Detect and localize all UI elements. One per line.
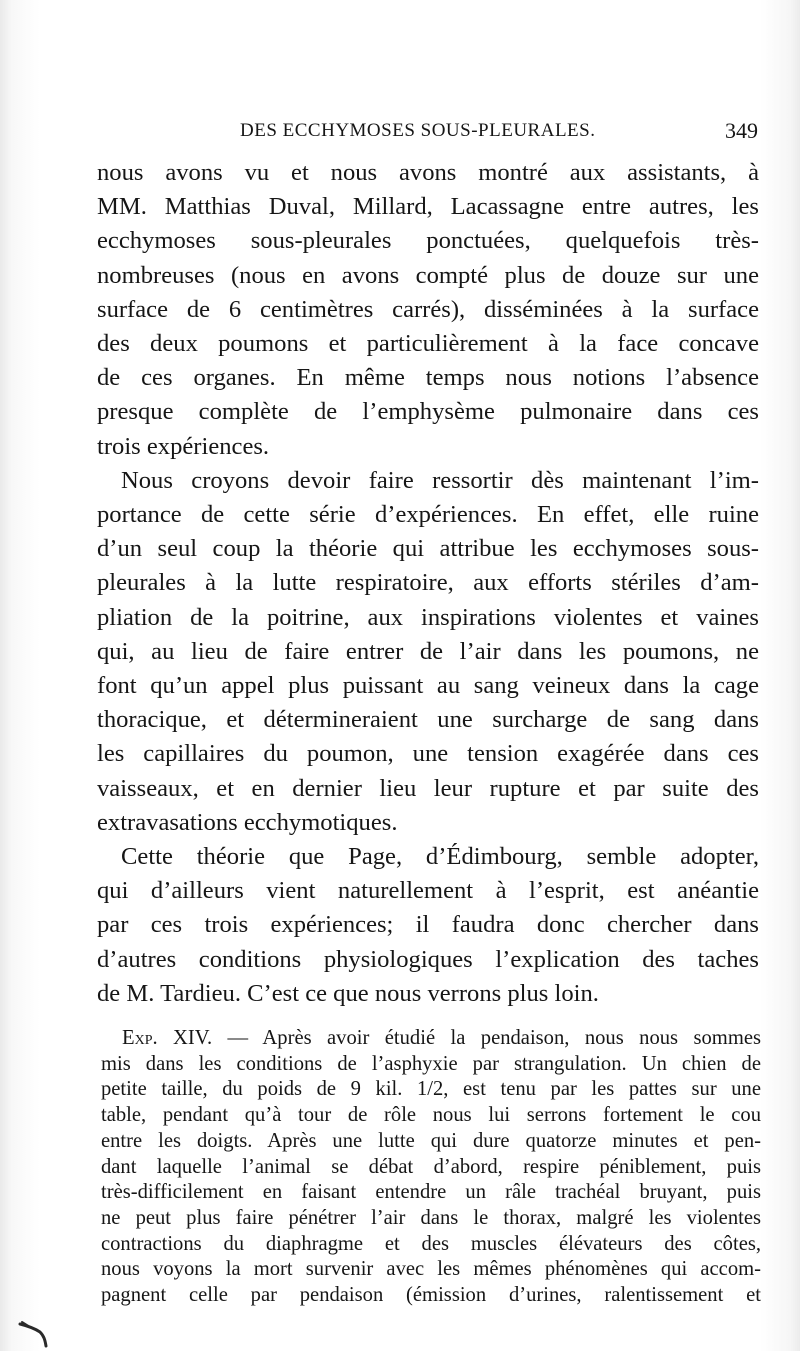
text-line: ecchymoses sous-pleurales ponctuées, quelquefois très-: [97, 227, 759, 255]
page-number: 349: [725, 118, 758, 143]
text-line: de ces organes. En même temps nous notions l’absence: [97, 364, 759, 392]
text-line: qui, au lieu de faire entrer de l’air dans les poumons, ne: [97, 637, 759, 665]
text-line: d’un seul coup la théorie qui attribue les ecchymoses sous-: [97, 535, 759, 563]
main-text: [97, 156, 759, 1011]
text-line: d’autres conditions physiologiques l’explication des taches: [97, 945, 759, 973]
text-line: Cette théorie que Page, d’Édimbourg, semble adopter,: [121, 843, 759, 871]
note-line: ne peut plus faire pénétrer l’air dans le thorax, malgré les violentes: [101, 1206, 761, 1229]
text-line: Nous croyons devoir faire ressortir dès maintenant l’im-: [121, 466, 759, 494]
text-line: surface de 6 centimètres carrés), disséminées à la surface: [97, 295, 759, 323]
text-line: des deux poumons et particulièrement à la face concave: [97, 330, 759, 358]
text-line: font qu’un appel plus puissant au sang veineux dans la cage: [97, 672, 759, 700]
text-line: trois expériences.: [97, 432, 270, 460]
note-line: table, pendant qu’à tour de rôle nous lui serrons fortement le cou: [101, 1104, 761, 1127]
note-line: nous voyons la mort survenir avec les mêmes phénomènes qui accom-: [101, 1258, 761, 1281]
experiment-label: Exp. XIV.: [122, 1027, 213, 1049]
text-line: qui d’ailleurs vient naturellement à l’esprit, est anéantie: [97, 877, 759, 905]
text-line: portance de cette série d’expériences. En effet, elle ruine: [97, 501, 759, 529]
text-line: pleurales à la lutte respiratoire, aux efforts stériles d’am-: [97, 569, 759, 597]
text-line: de M. Tardieu. C’est ce que nous verrons plus loin.: [97, 979, 599, 1007]
experiment-note: [101, 1026, 761, 1309]
note-line: très-difficilement en faisant entendre un râle trachéal bruyant, puis: [101, 1181, 761, 1204]
text-line: vaisseaux, et en dernier lieu leur rupture et par suite des: [97, 774, 759, 802]
text-line: les capillaires du poumon, une tension exagérée dans ces: [97, 740, 759, 768]
ink-mark-icon: [18, 1318, 52, 1348]
text-line: nous avons vu et nous avons montré aux assistants, à: [97, 159, 759, 186]
text-line: presque complète de l’emphysème pulmonaire dans ces: [97, 398, 759, 426]
text-line: MM. Matthias Duval, Millard, Lacassagne entre autres, les: [97, 193, 759, 221]
note-line: entre les doigts. Après une lutte qui dure quatorze minutes et pen-: [101, 1129, 761, 1152]
text-line: par ces trois expériences; il faudra donc chercher dans: [97, 911, 759, 939]
note-line: mis dans les conditions de l’asphyxie par strangulation. Un chien de: [101, 1052, 761, 1075]
note-line-rest: — Après avoir étudié la pendaison, nous nous sommes: [212, 1027, 761, 1049]
text-line: thoracique, et détermineraient une surcharge de sang dans: [97, 706, 759, 734]
note-line: petite taille, du poids de 9 kil. 1/2, est tenu par les pattes sur une: [101, 1078, 761, 1101]
text-line: nombreuses (nous en avons compté plus de douze sur une: [97, 261, 759, 289]
note-line: [101, 1026, 761, 1052]
text-line: pliation de la poitrine, aux inspirations violentes et vaines: [97, 603, 759, 631]
note-line: pagnent celle par pendaison (émission d’urines, ralentissement et: [101, 1284, 761, 1307]
running-title: DES ECCHYMOSES SOUS-PLEURALES.: [240, 120, 596, 141]
note-line: dant laquelle l’animal se débat d’abord, respire péniblement, puis: [101, 1155, 761, 1178]
page-header: [104, 118, 758, 148]
text-line: extravasations ecchymotiques.: [97, 808, 398, 836]
note-line: contractions du diaphragme et des muscles élévateurs des côtes,: [101, 1232, 761, 1255]
